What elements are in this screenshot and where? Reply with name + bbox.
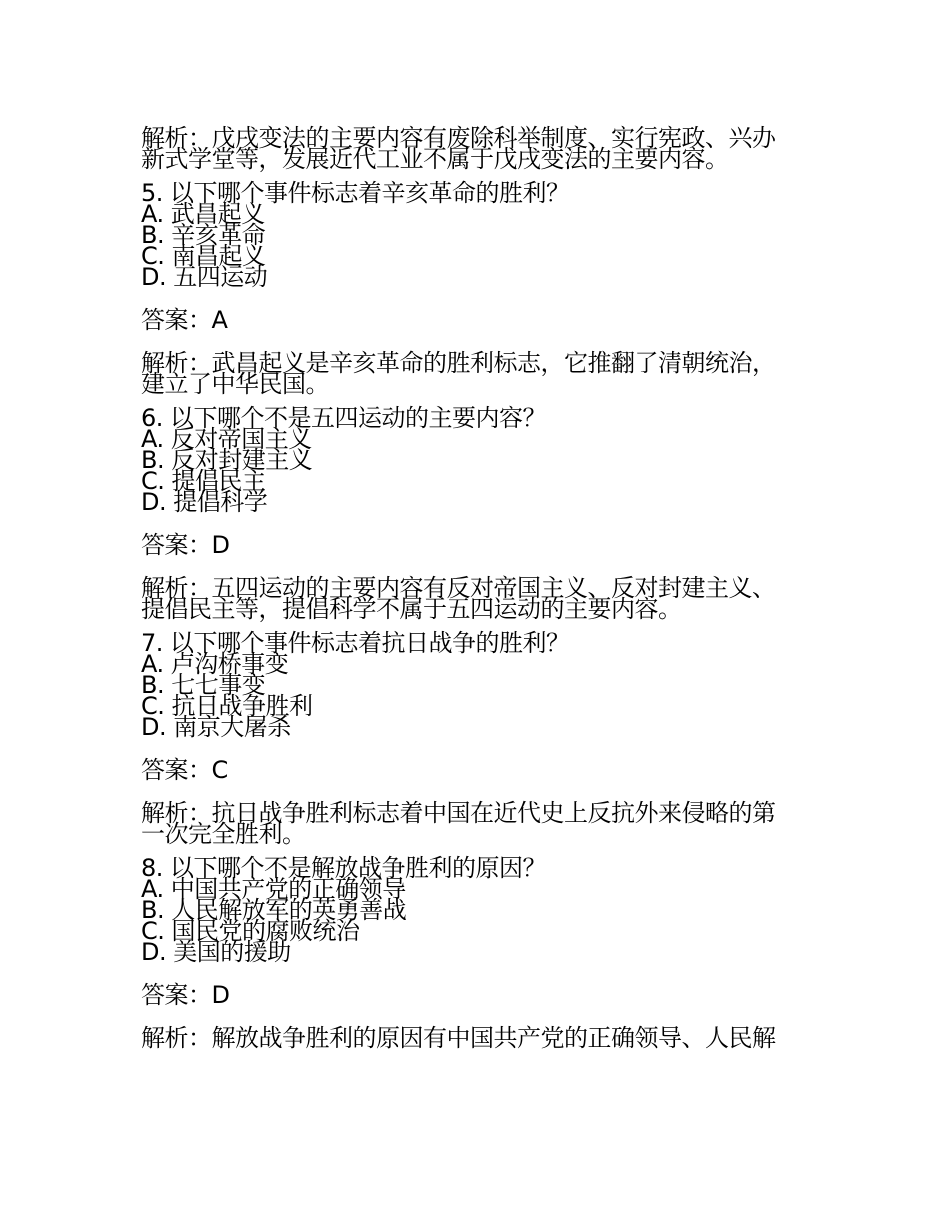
answer-text: 答案：D: [141, 981, 230, 1009]
explanation-5: [141, 349, 821, 398]
option-c: C. 提倡民主: [141, 467, 266, 495]
option-a: A. 反对帝国主义: [141, 425, 312, 453]
option-b: B. 反对封建主义: [141, 446, 313, 474]
option-c: C. 抗日战争胜利: [141, 692, 313, 720]
explanation-7: [141, 799, 821, 848]
answer-7: [141, 756, 821, 784]
answer-6: [141, 531, 821, 559]
text-line: 解析：五四运动的主要内容有反对帝国主义、反对封建主义、: [141, 574, 776, 602]
question-text: 7. 以下哪个事件标志着抗日战争的胜利？: [141, 629, 570, 657]
option-a: A. 中国共产党的正确领导: [141, 875, 406, 903]
text-line: 建立了中华民国。: [141, 370, 329, 398]
option-c: C. 国民党的腐败统治: [141, 917, 360, 945]
explanation-4: [141, 124, 821, 173]
option-d: D. 五四运动: [141, 263, 268, 291]
answer-text: 答案：A: [141, 306, 228, 334]
question-8: [141, 854, 821, 966]
option-d: D. 南京大屠杀: [141, 713, 291, 741]
question-text: 5. 以下哪个事件标志着辛亥革命的胜利？: [141, 179, 570, 207]
document-page: [141, 124, 821, 1052]
question-text: 8. 以下哪个不是解放战争胜利的原因？: [141, 854, 547, 882]
question-6: [141, 404, 821, 516]
text-line: 解析：戊戌变法的主要内容有废除科举制度、实行宪政、兴办: [141, 124, 776, 152]
answer-5: [141, 306, 821, 334]
option-b: B. 七七事变: [141, 671, 266, 699]
option-a: A. 卢沟桥事变: [141, 650, 289, 678]
text-line: 解析：武昌起义是辛亥革命的胜利标志，它推翻了清朝统治，: [141, 349, 776, 377]
question-7: [141, 629, 821, 741]
answer-text: 答案：D: [141, 531, 230, 559]
explanation-6: [141, 574, 821, 623]
answer-text: 答案：C: [141, 756, 228, 784]
option-b: B. 辛亥革命: [141, 221, 266, 249]
answer-8: [141, 981, 821, 1009]
explanation-8: [141, 1024, 821, 1052]
text-line: 解析：抗日战争胜利标志着中国在近代史上反抗外来侵略的第: [141, 799, 776, 827]
question-text: 6. 以下哪个不是五四运动的主要内容？: [141, 404, 547, 432]
option-c: C. 南昌起义: [141, 242, 266, 270]
question-5: [141, 179, 821, 291]
text-line: 新式学堂等，发展近代工业不属于戊戌变法的主要内容。: [141, 145, 729, 173]
option-a: A. 武昌起义: [141, 200, 265, 228]
text-line: 提倡民主等，提倡科学不属于五四运动的主要内容。: [141, 595, 682, 623]
option-b: B. 人民解放军的英勇善战: [141, 896, 407, 924]
option-d: D. 提倡科学: [141, 488, 268, 516]
text-line: 一次完全胜利。: [141, 820, 306, 848]
text-line: 解析：解放战争胜利的原因有中国共产党的正确领导、人民解: [141, 1024, 776, 1052]
option-d: D. 美国的援助: [141, 938, 291, 966]
